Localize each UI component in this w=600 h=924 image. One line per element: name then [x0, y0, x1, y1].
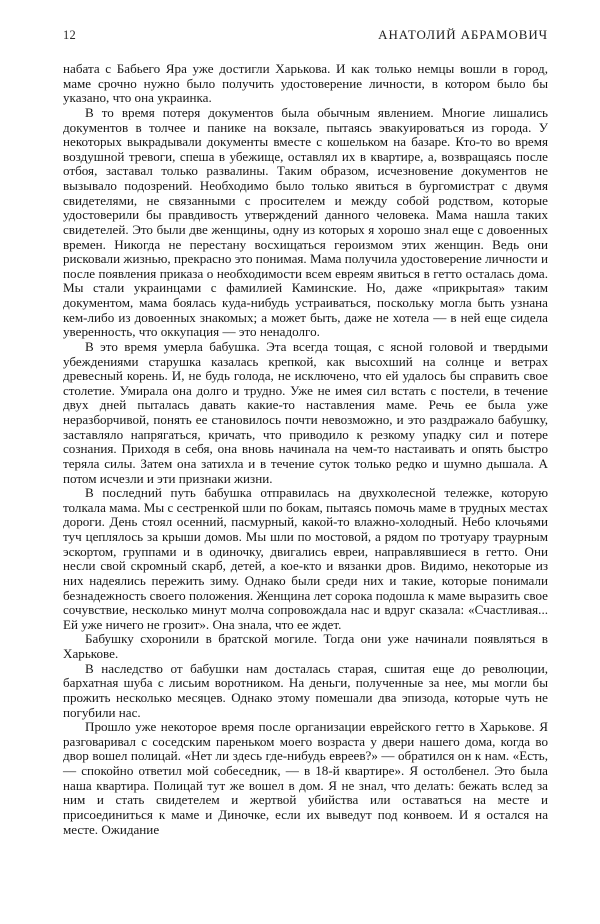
paragraph: В то время потеря документов была обычным явлением. Многие лишались документов в толчее и панике на вокзале, пытаясь эвакуироваться из города. У некоторых выкрадывали документы вместе с кошельком на базаре. Кто-то во время воздушной тревоги, спеша в убежище, оставлял их в квартире, а, возвращаясь после отбоя, заставал только развалины. Таким образом, исчезновение документов не вызывало подозрений. Необходимо было только явиться в бургомистрат с двумя свидетелями, не связанными с просителем и между собой родством, которые удостоверили бы правдивость утверждений данного человека. Мама нашла таких свидетелей. Это были две женщины, одну из которых я хорошо знал еще с довоенных времен. Никогда не перестану восхищаться героизмом этих женщин. Ведь они рисковали жизнью, прекрасно это понимая. Мама получила удостоверение личности и после появления приказа о необходимости всем евреям явиться в гетто осталась дома. Мы стали украинцами с фамилией Каминские. Но, даже «прикрытая» таким документом, мама боялась куда-нибудь устраиваться, поскольку могла быть узнана кем-либо из довоенных знакомых; а может быть, даже не хотела — в ней еще сидела уверенность, что оккупация — это ненадолго.	[63, 104, 548, 340]
running-head-author: АНАТОЛИЙ АБРАМОВИЧ	[378, 27, 548, 42]
page-number: 12	[63, 28, 76, 42]
paragraph: В наследство от бабушки нам досталась старая, сшитая еще до революции, бархатная шуба с лисьим воротником. На деньги, полученные за нее, мы могли бы прожить несколько месяцев. Однако этому помешали два эпизода, которые чуть не погубили нас.	[63, 660, 548, 720]
paragraph: В это время умерла бабушка. Эта всегда тощая, с ясной головой и твердыми убеждениями старушка казалась крепкой, как высохший на солнце и ветрах древесный корень. И, не будь голода, не исключено, что ей удалось бы справить свое столетие. Умирала она долго и трудно. Уже не имея сил встать с постели, в течение двух дней пыталась давать какие-то наставления маме. Речь ее была уже неразборчивой, понять ее становилось почти невозможно, и это раздражало бабушку, заставляло напрягаться, кричать, что приводило к резкому упадку сил и потере сознания. Приходя в себя, она вновь начинала на чем-то настаивать и опять быстро теряла силы. Затем она затихла и в течение суток только редко и шумно дышала. А потом исчезли и эти признаки жизни.	[63, 338, 548, 486]
paragraph: В последний путь бабушка отправилась на двухколесной тележке, которую толкала мама. Мы с сестренкой шли по бокам, пытаясь помочь маме в трудных местах дороги. День стоял осенний, пасмурный, какой-то влажно-холодный. Небо клочьями туч цеплялось за крыши домов. Мы шли по мостовой, а рядом по тротуару траурным эскортом, группами и в одиночку, двигались евреи, направлявшиеся в гетто. Они несли свой скромный скарб, детей, а кое-кто и вязанки дров. Видимо, некоторые из них надеялись пережить зиму. Однако были среди них и такие, которые понимали безнадежность своего положения. Женщина лет сорока подошла к маме выразить свое сочувствие, несколько минут молча сопровождала нас и вдруг сказала: «Счастливая... Ей уже ничего не грозит». Она знала, что ее ждет.	[63, 485, 548, 632]
paragraph: набата с Бабьего Яра уже достигли Харькова. И как только немцы вошли в город, маме срочно нужно было получить удостоверение личности, в котором было бы указано, что она украинка.	[63, 61, 548, 106]
paragraph: Бабушку схоронили в братской могиле. Тогда они уже начинали появляться в Харькове.	[63, 631, 548, 661]
paragraph: Прошло уже некоторое время после организации еврейского гетто в Харькове. Я разговаривал с соседским пареньком моего возраста у двери нашего дома, когда во двор вошел полицай. «Нет ли здесь где-нибудь евреев?» — обратился он к нам. «Есть, — спокойно ответил мой собеседник, — в 18-й квартире». Я остолбенел. Это была наша квартира. Полицай тут же вошел в дом. Я не знал, что делать: бежать вслед за ним и стать свидетелем и жертвой убийства или оставаться на месте и присоединиться к маме и Диночке, если их выведут под конвоем. И я остался на месте. Ожидание	[63, 719, 548, 837]
running-head	[63, 28, 548, 44]
body-text	[63, 62, 548, 837]
